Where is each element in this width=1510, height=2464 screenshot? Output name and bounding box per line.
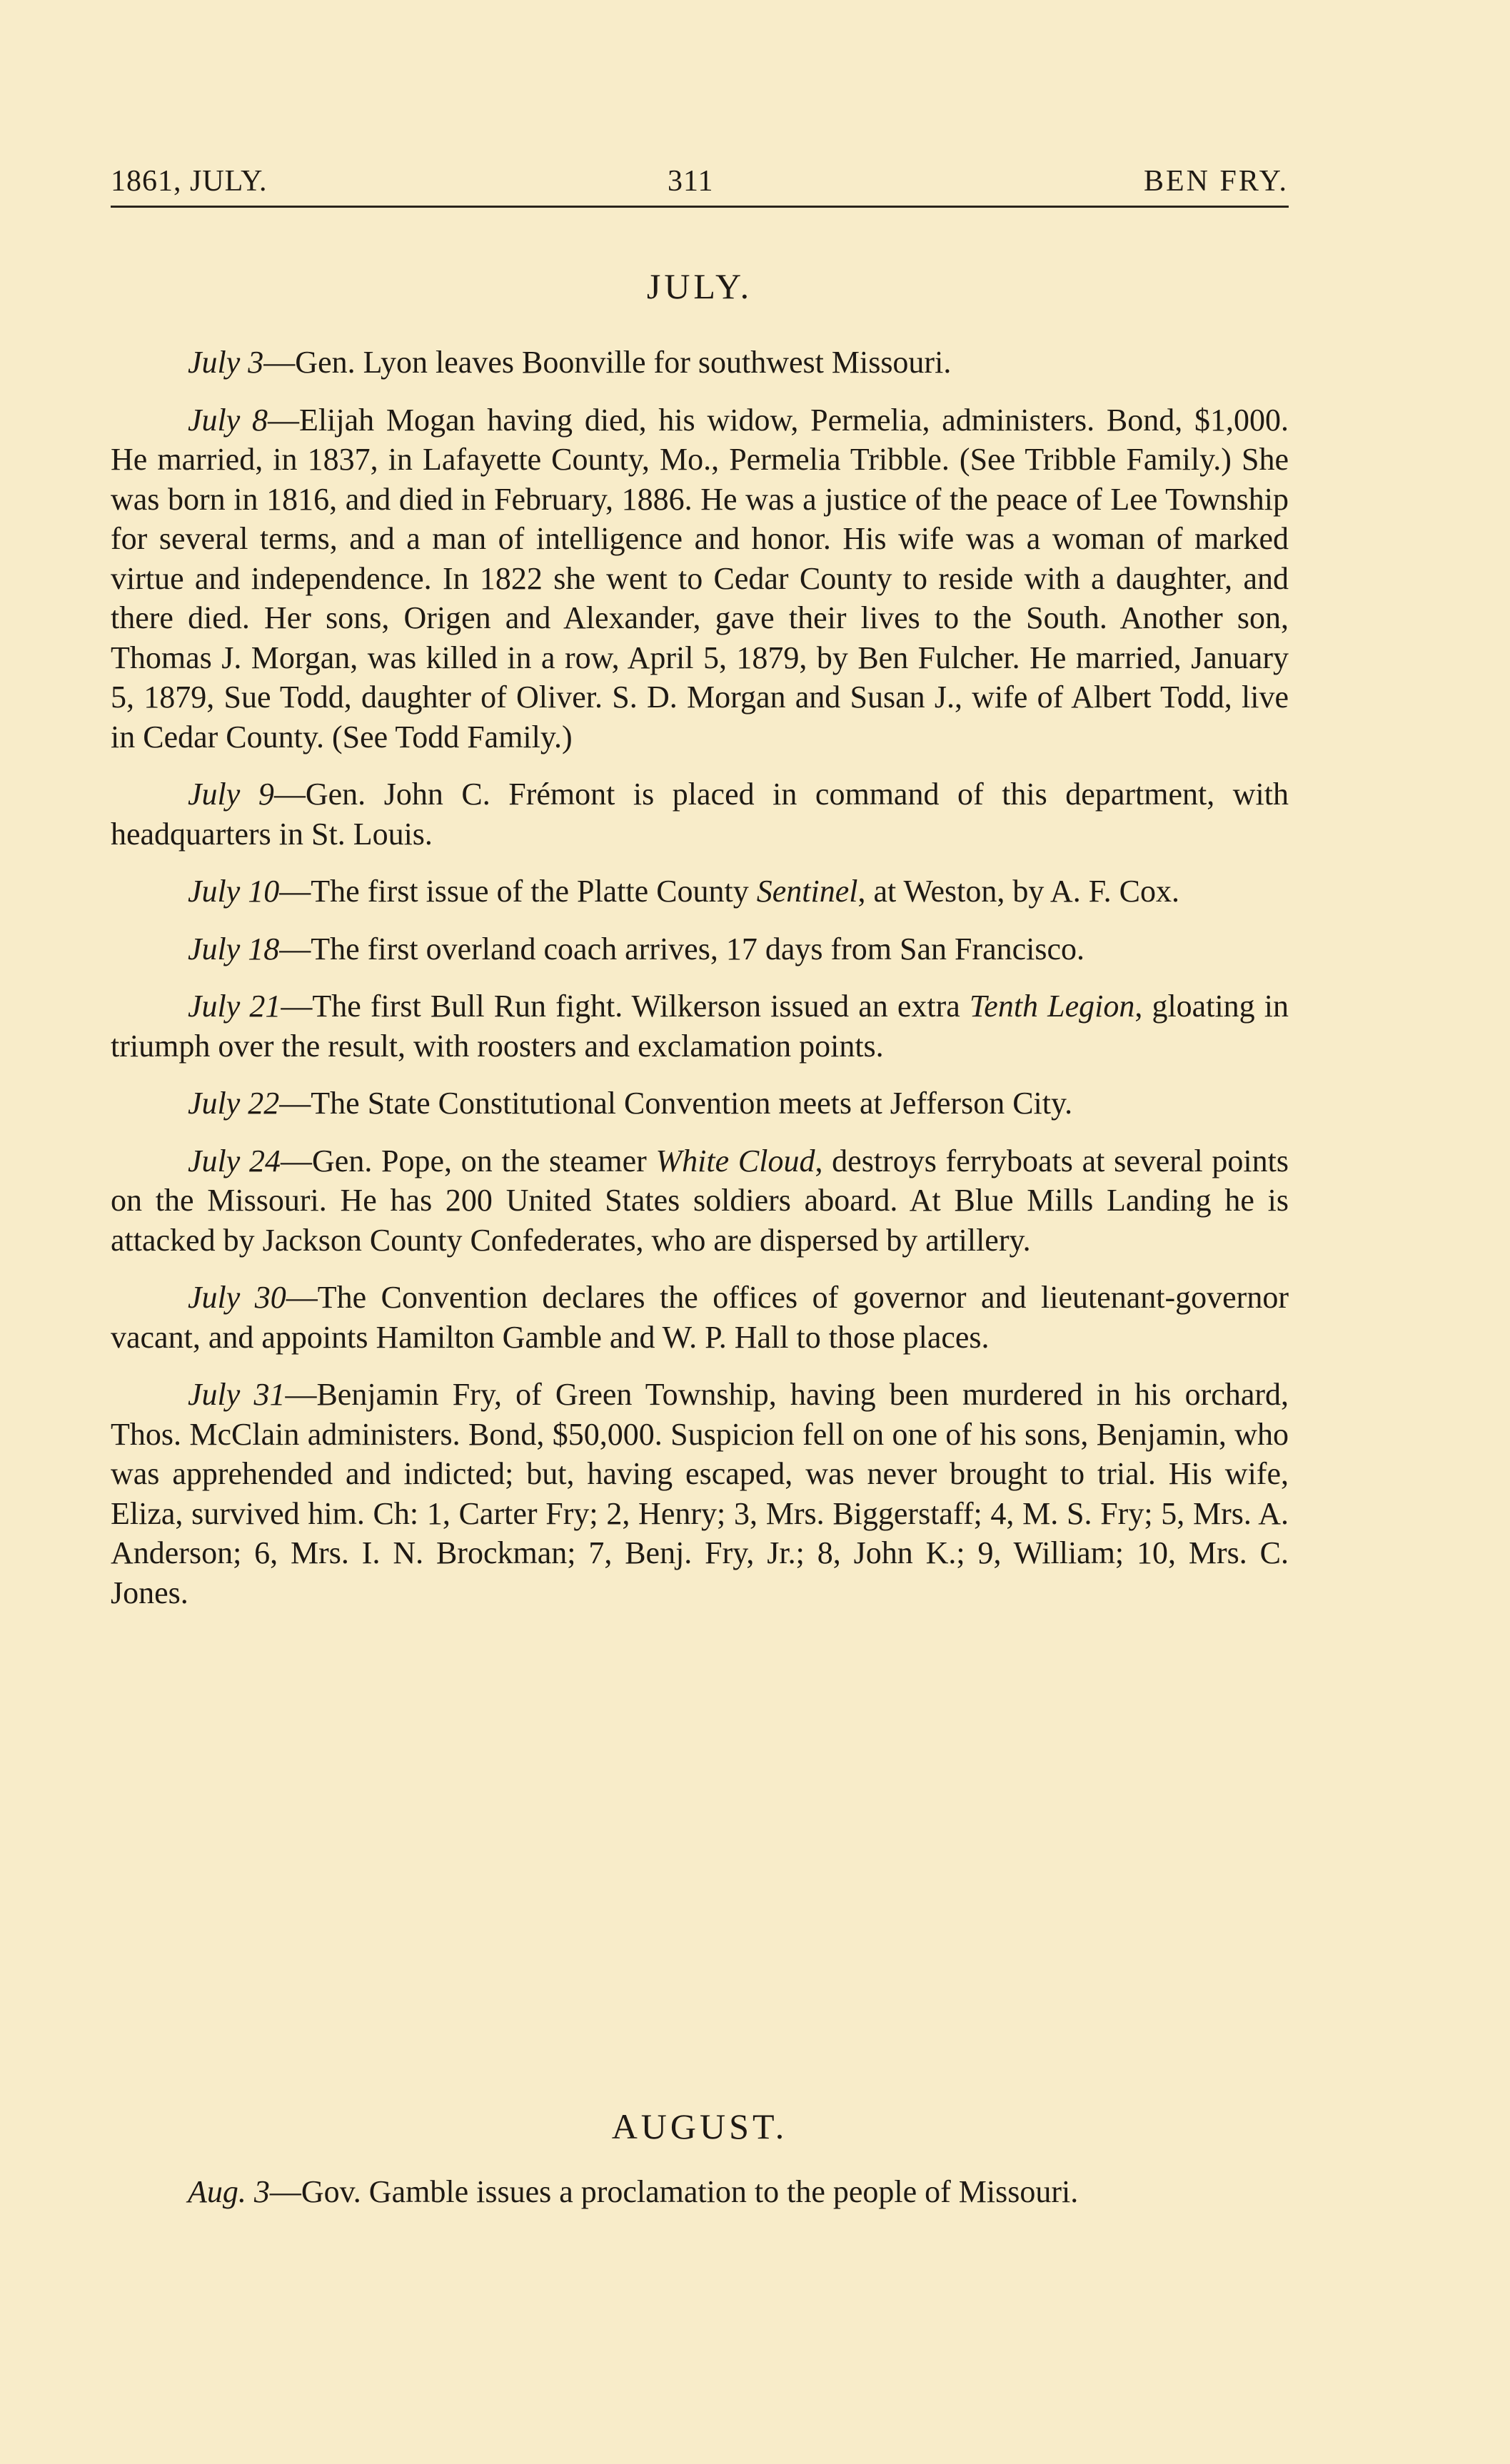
entry-date: July 22 xyxy=(188,1086,280,1121)
entry-date: July 8 xyxy=(188,402,268,438)
entry-text: —The first overland coach arrives, 17 days from San Francisco. xyxy=(279,931,1085,966)
page-number: 311 xyxy=(668,165,714,198)
entry-text: —The Convention declares the offices of governor and lieutenant-governor vacant, and appoints Hamilton Gamble and W. P. Hall to those places. xyxy=(111,1280,1289,1355)
steamer-name: White Cloud xyxy=(655,1143,815,1178)
running-head-left: 1861, JULY. xyxy=(111,165,268,198)
entry-date: July 24 xyxy=(188,1143,281,1178)
entry-text: —Elijah Mogan having died, his widow, Permelia, administers. Bond, $1,000. He married, in 1837, in Lafayette County, Mo., Permelia Tribble. (See Tribble Family.) She was born in 1816, and died in February, 1886. He was a justice of the peace of Lee Township for several terms, and a man of intelligence and honor. His wife was a woman of marked virtue and independence. In 1822 she went to Cedar County to reside with a daughter, and there died. Her sons, Origen and Alexander, gave their lives to the South. Another son, Thomas J. Morgan, was killed in a row, April 5, 1879, by Ben Fulcher. He married, January 5, 1879, Sue Todd, daughter of Oliver. S. D. Morgan and Susan J., wife of Albert Todd, live in Cedar County. (See Todd Family.) xyxy=(111,402,1289,754)
entry-date: Aug. 3 xyxy=(188,2174,270,2209)
entry-july-10 xyxy=(111,872,1289,912)
entry-date: July 10 xyxy=(188,874,280,909)
entry-july-24 xyxy=(111,1141,1289,1261)
july-entries xyxy=(111,343,1289,1630)
entry-july-22 xyxy=(111,1084,1289,1124)
entry-july-21 xyxy=(111,986,1289,1066)
entry-date: July 31 xyxy=(188,1377,286,1412)
newspaper-title: Sentinel xyxy=(756,874,858,909)
entry-text: —Gen. Pope, on the steamer xyxy=(281,1143,656,1178)
entry-date: July 9 xyxy=(188,777,274,812)
running-head xyxy=(111,164,1289,207)
august-entries xyxy=(111,2172,1289,2230)
entry-text: —The first issue of the Platte County xyxy=(279,874,757,909)
section-heading-august: AUGUST. xyxy=(611,2106,788,2146)
entry-text: , destroys ferryboats at several points on the Missouri. He has 200 United States soldiers aboard. At Blue Mills Landing he is attacked by Jackson County Confederates, who are dispersed by artillery. xyxy=(111,1143,1289,1258)
entry-text: —Benjamin Fry, of Green Township, having been murdered in his orchard, Thos. McClain administers. Bond, $50,000. Suspicion fell on one of his sons, Benjamin, who was apprehended and indicted; but, having escaped, was never brought to trial. His wife, Eliza, survived him. Ch: 1, Carter Fry; 2, Henry; 3, Mrs. Biggerstaff; 4, M. S. Fry; 5, Mrs. A. Anderson; 6, Mrs. I. N. Brockman; 7, Benj. Fry, Jr.; 8, John K.; 9, William; 10, Mrs. C. Jones. xyxy=(111,1377,1289,1610)
entry-july-3 xyxy=(111,343,1289,383)
entry-aug-3 xyxy=(111,2172,1289,2212)
running-head-right: BEN FRY. xyxy=(1144,165,1289,198)
entry-july-31 xyxy=(111,1375,1289,1612)
newspaper-title: Tenth Legion xyxy=(969,989,1135,1024)
entry-date: July 3 xyxy=(188,345,264,380)
entry-july-8 xyxy=(111,400,1289,757)
entry-text: —Gen. John C. Frémont is placed in command of this department, with headquarters in St. Louis. xyxy=(111,777,1289,852)
entry-text: , at Weston, by A. F. Cox. xyxy=(857,874,1179,909)
entry-text: —The State Constitutional Convention meets at Jefferson City. xyxy=(279,1086,1073,1121)
entry-text: —Gov. Gamble issues a proclamation to the people of Missouri. xyxy=(269,2174,1079,2209)
entry-text: —Gen. Lyon leaves Boonville for southwest Missouri. xyxy=(263,345,952,380)
entry-date: July 21 xyxy=(188,989,281,1024)
entry-text: —The first Bull Run fight. Wilkerson issued an extra xyxy=(281,989,970,1024)
entry-july-30 xyxy=(111,1278,1289,1357)
section-heading-july: JULY. xyxy=(646,266,753,306)
entry-july-18 xyxy=(111,929,1289,969)
entry-text: , gloating in triumph over the result, with roosters and exclamation points. xyxy=(111,989,1289,1064)
header-rule xyxy=(111,206,1289,208)
entry-date: July 30 xyxy=(188,1280,286,1315)
entry-july-9 xyxy=(111,774,1289,854)
entry-date: July 18 xyxy=(188,931,280,966)
